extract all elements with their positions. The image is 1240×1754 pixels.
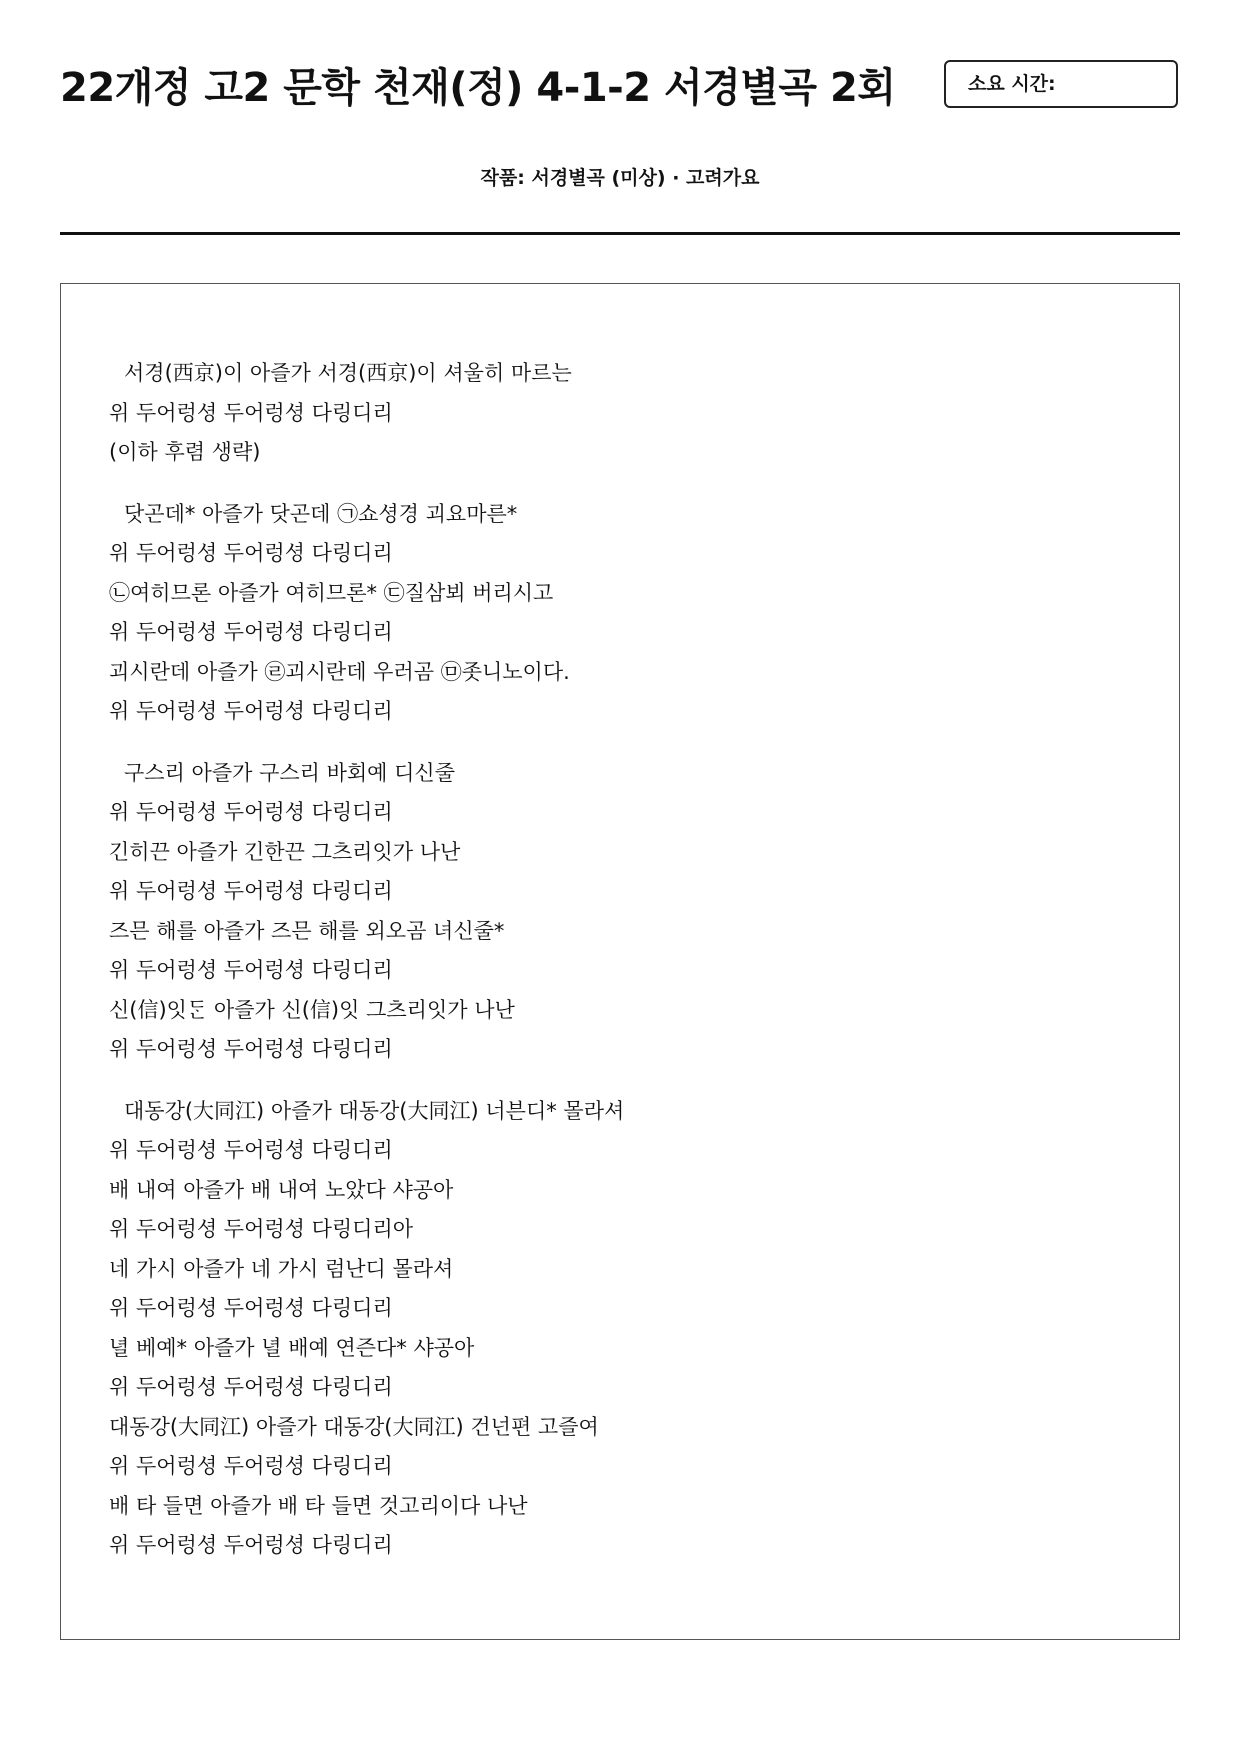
poem-line: 위 두어렁셩 두어렁셩 다링디리	[109, 699, 393, 723]
poem-line: 위 두어렁셩 두어렁셩 다링디리	[109, 1454, 393, 1478]
work-info: 작품: 서경별곡 (미상) · 고려가요	[480, 167, 760, 189]
poem-line: 닷곤데* 아즐가 닷곤데 ㉠쇼셩경 괴요마른*	[124, 501, 518, 526]
poem-stanza-4	[109, 1092, 1109, 1566]
poem-stanza-2	[109, 495, 1109, 732]
worksheet-title: 22개정 고2 문학 천재(정) 4-1-2 서경별곡 2회	[60, 65, 896, 111]
poem-line: 위 두어렁셩 두어렁셩 다링디리	[109, 1533, 393, 1557]
poem-line: 대동강(大同江) 아즐가 대동강(大同江) 건넌편 고즐여	[109, 1414, 599, 1439]
poem-line: 위 두어렁셩 두어렁셩 다링디리	[109, 400, 393, 425]
poem-line: 위 두어렁셩 두어렁셩 다링디리	[109, 1138, 393, 1162]
poem-line: ㉡여히므론 아즐가 여히므론* ㉢질삼뵈 버리시고	[109, 580, 554, 605]
poem-line: 녈 베예* 아즐가 녈 배예 연즌다* 샤공아	[109, 1335, 475, 1360]
poem-line: 위 두어렁셩 두어렁셩 다링디리아	[109, 1217, 414, 1241]
poem-line: 위 두어렁셩 두어렁셩 다링디리	[109, 1375, 393, 1399]
poem-line: 즈믄 해를 아즐가 즈믄 해를 외오곰 녀신줄*	[109, 918, 505, 943]
poem-line: 위 두어렁셩 두어렁셩 다링디리	[109, 541, 393, 565]
poem-line: 서경(西京)이 아즐가 서경(西京)이 셔울히 마르는	[124, 361, 572, 385]
poem-line: 배 타 들면 아즐가 배 타 들면 것고리이다 나난	[109, 1493, 528, 1518]
header-divider	[60, 232, 1180, 235]
poem-line: 위 두어렁셩 두어렁셩 다링디리	[109, 800, 393, 824]
worksheet-header	[60, 56, 1180, 126]
poem-line: 네 가시 아즐가 네 가시 럼난디 몰라셔	[109, 1256, 454, 1281]
time-taken-label: 소요 시간:	[968, 73, 1056, 95]
poem-line: 긴히끈 아즐가 긴한끈 그츠리잇가 나난	[109, 839, 461, 864]
poem-stanza-1	[109, 354, 1109, 473]
poem-line: 신(信)잇ᄃᆞᆫ 아즐가 신(信)잇 그츠리잇가 나난	[109, 997, 515, 1022]
time-taken-box[interactable]	[944, 60, 1178, 108]
poem-line: 위 두어렁셩 두어렁셩 다링디리	[109, 879, 393, 903]
passage-box	[60, 283, 1180, 1640]
poem-line: 위 두어렁셩 두어렁셩 다링디리	[109, 1296, 393, 1320]
poem-stanza-3	[109, 754, 1109, 1070]
poem-text	[109, 354, 1109, 1588]
poem-line: 위 두어렁셩 두어렁셩 다링디리	[109, 620, 393, 644]
poem-line: (이하 후렴 생략)	[109, 440, 261, 464]
poem-line: 배 내여 아즐가 배 내여 노았다 샤공아	[109, 1177, 454, 1202]
poem-line: 괴시란데 아즐가 ㉣괴시란데 우러곰 ㉤좃니노이다.	[109, 659, 570, 684]
poem-line: 위 두어렁셩 두어렁셩 다링디리	[109, 1037, 393, 1061]
poem-line: 위 두어렁셩 두어렁셩 다링디리	[109, 958, 393, 982]
poem-line: 구스리 아즐가 구스리 바회예 디신줄	[124, 760, 455, 785]
poem-line: 대동강(大同江) 아즐가 대동강(大同江) 너븐디* 몰라셔	[124, 1098, 625, 1123]
